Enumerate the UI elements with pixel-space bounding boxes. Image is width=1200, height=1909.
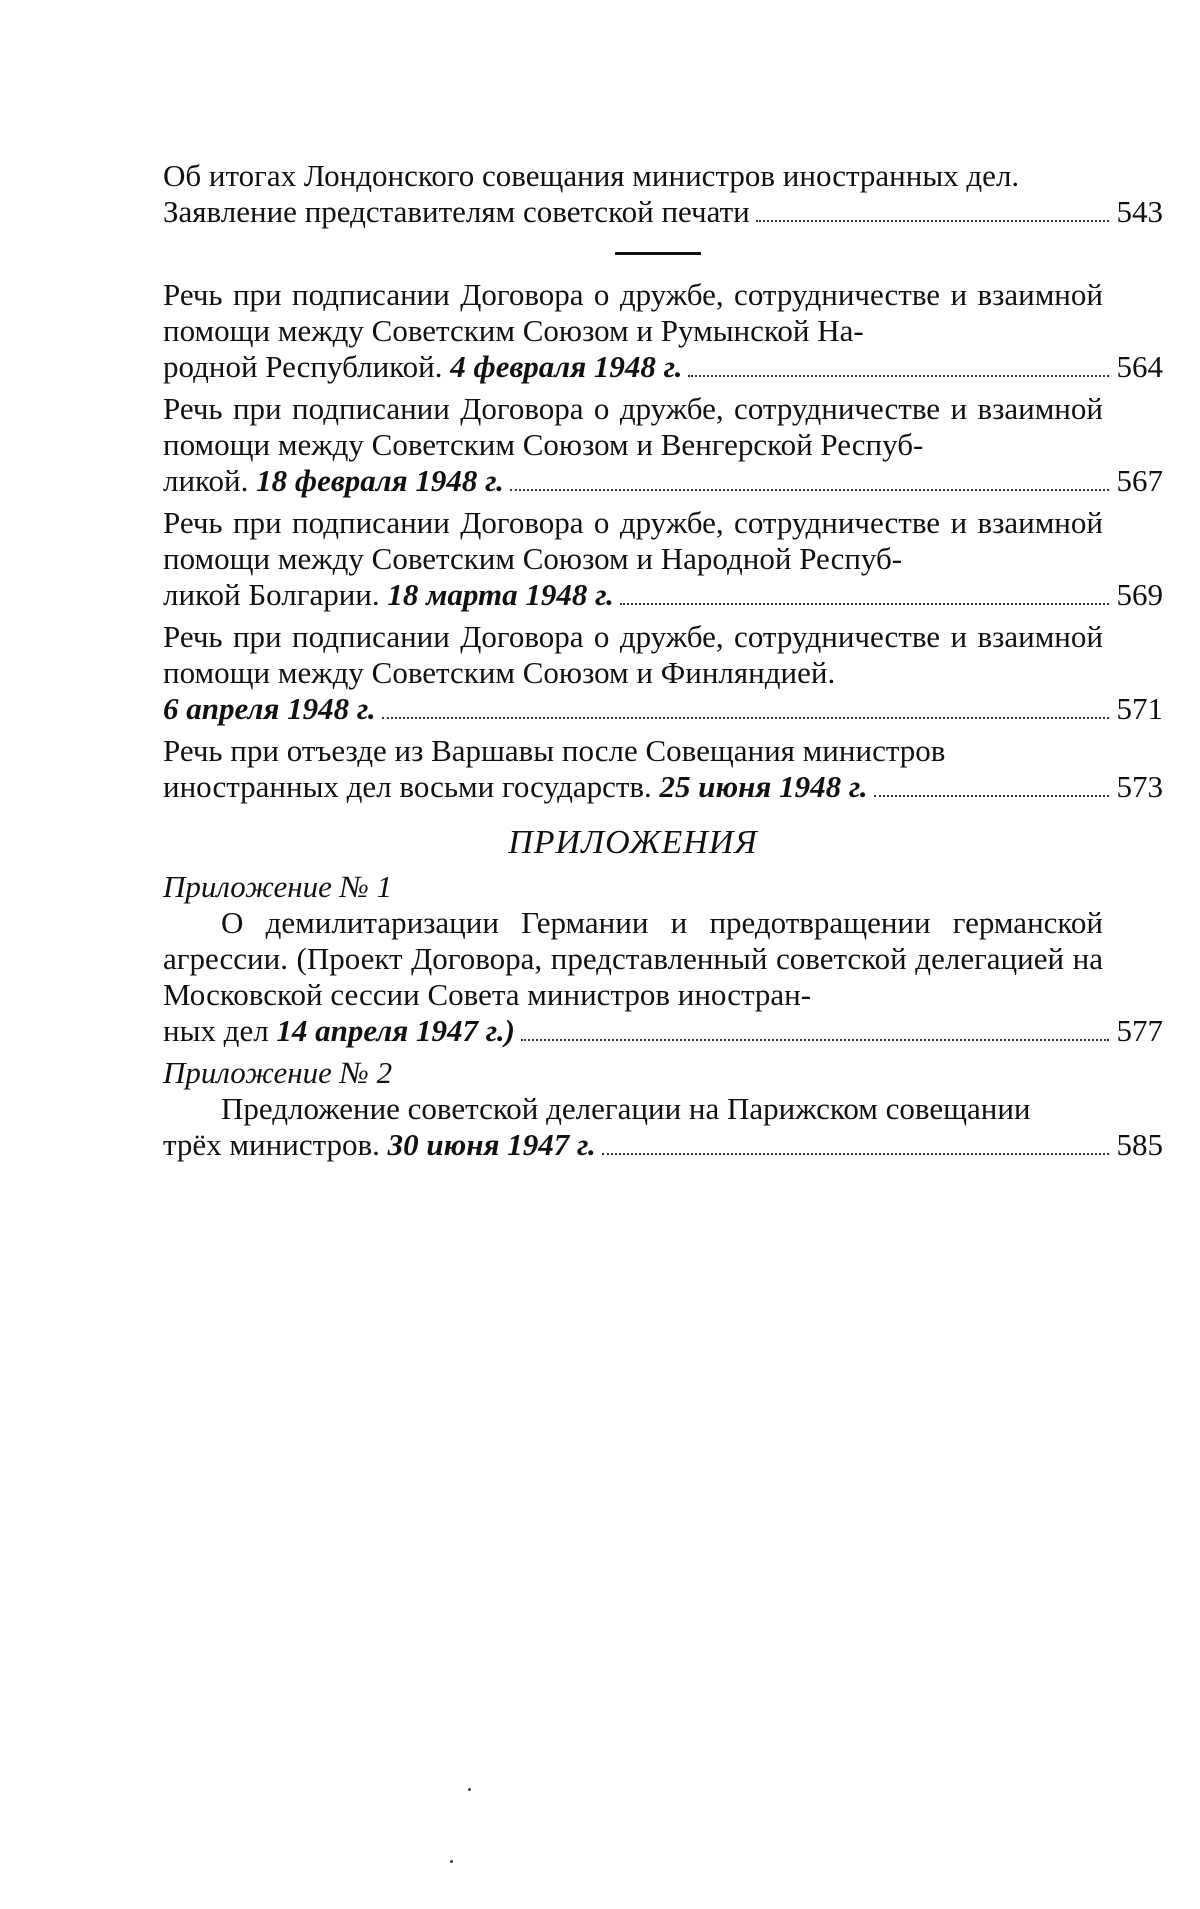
toc-entry-date: 14 апреля 1947 г.) xyxy=(276,1013,515,1048)
dot-leader xyxy=(602,1153,1109,1155)
toc-entry xyxy=(163,391,1163,499)
toc-entry xyxy=(163,619,1163,727)
toc-entry-tail xyxy=(163,1013,515,1049)
table-of-contents xyxy=(163,158,1163,1169)
dot-leader xyxy=(510,489,1109,491)
toc-entry-last-line xyxy=(163,1013,1163,1049)
dot-leader xyxy=(688,375,1108,377)
appendix-label: Приложение № 2 xyxy=(163,1055,393,1090)
dot-leader xyxy=(620,603,1109,605)
toc-entry-tail xyxy=(163,769,868,805)
toc-entry-last-line xyxy=(163,769,1163,805)
toc-entry-text: Об итогах Лондонского совещания министров иностранных дел. xyxy=(163,158,1020,193)
dot-leader xyxy=(382,717,1109,719)
toc-entry-tail-text: родной Республикой. xyxy=(163,349,443,384)
page-number: 573 xyxy=(1116,769,1163,804)
toc-entry-tail-text: ных дел xyxy=(163,1013,269,1048)
appendix-label: Приложение № 1 xyxy=(163,869,393,904)
page-number: 569 xyxy=(1116,577,1163,612)
toc-entry-tail xyxy=(163,577,614,613)
toc-entry-text: О демилитаризации Германии и предотвращении германской агрессии. (Проект Договора, представленный советской делегацией на Московской сессии Совета министров иностран- xyxy=(163,905,1103,1012)
toc-entry-text: Предложение советской делегации на Парижском совещании xyxy=(221,1091,1031,1126)
page-number: 585 xyxy=(1116,1127,1163,1162)
toc-entry-date: 4 февраля 1948 г. xyxy=(450,349,683,384)
toc-entry xyxy=(163,505,1163,613)
toc-entry-last-line xyxy=(163,349,1163,385)
toc-entry-date: 25 июня 1948 г. xyxy=(659,769,868,804)
toc-entry-tail xyxy=(163,1127,596,1163)
toc-entry-date: 18 февраля 1948 г. xyxy=(256,463,504,498)
appendices-heading: ПРИЛОЖЕНИЯ xyxy=(508,824,758,861)
toc-entry-tail: Заявление представителям советской печати xyxy=(163,194,750,229)
scan-speck xyxy=(468,1788,471,1791)
toc-entry-text: Речь при подписании Договора о дружбе, сотрудничестве и взаимной помощи между Советским Союзом и Румынской На- xyxy=(163,277,1103,348)
toc-entry-text: Речь при отъезде из Варшавы после Совещания министров xyxy=(163,733,946,768)
toc-entry-last-line xyxy=(163,1127,1163,1163)
toc-entry-tail xyxy=(163,691,376,727)
page-number: 571 xyxy=(1116,691,1163,726)
toc-entry-tail xyxy=(163,349,682,385)
toc-entry-tail-text: трёх министров. xyxy=(163,1127,380,1162)
dot-leader xyxy=(521,1039,1109,1041)
dot-leader xyxy=(874,795,1109,797)
toc-entry-last-line xyxy=(163,463,1163,499)
toc-entry-last-line xyxy=(163,194,1163,230)
toc-entry-tail xyxy=(163,463,504,499)
toc-entry xyxy=(163,1091,1163,1163)
section-divider xyxy=(615,252,701,255)
toc-entry-date: 30 июня 1947 г. xyxy=(387,1127,596,1162)
toc-entry xyxy=(163,158,1163,230)
toc-entry xyxy=(163,905,1163,1049)
toc-entry-text: Речь при подписании Договора о дружбе, сотрудничестве и взаимной помощи между Советским Союзом и Народной Респуб- xyxy=(163,505,1103,576)
scan-speck xyxy=(450,1860,453,1863)
dot-leader xyxy=(756,220,1109,222)
page-number: 543 xyxy=(1116,194,1163,229)
page-number: 564 xyxy=(1116,349,1163,384)
toc-entry-last-line xyxy=(163,577,1163,613)
toc-entry-text: Речь при подписании Договора о дружбе, сотрудничестве и взаимной помощи между Советским Союзом и Финляндией. xyxy=(163,619,1103,690)
toc-entry-tail-text: ликой Болгарии. xyxy=(163,577,380,612)
toc-entry-text: Речь при подписании Договора о дружбе, сотрудничестве и взаимной помощи между Советским Союзом и Венгерской Респуб- xyxy=(163,391,1103,462)
page-number: 577 xyxy=(1116,1013,1163,1048)
page-number: 567 xyxy=(1116,463,1163,498)
toc-entry-tail-text: ликой. xyxy=(163,463,249,498)
toc-entry-date: 6 апреля 1948 г. xyxy=(163,691,376,726)
toc-entry-tail-text: иностранных дел восьми государств. xyxy=(163,769,652,804)
toc-entry xyxy=(163,733,1163,805)
toc-entry-date: 18 марта 1948 г. xyxy=(387,577,614,612)
toc-entry xyxy=(163,277,1163,385)
toc-entry-last-line xyxy=(163,691,1163,727)
